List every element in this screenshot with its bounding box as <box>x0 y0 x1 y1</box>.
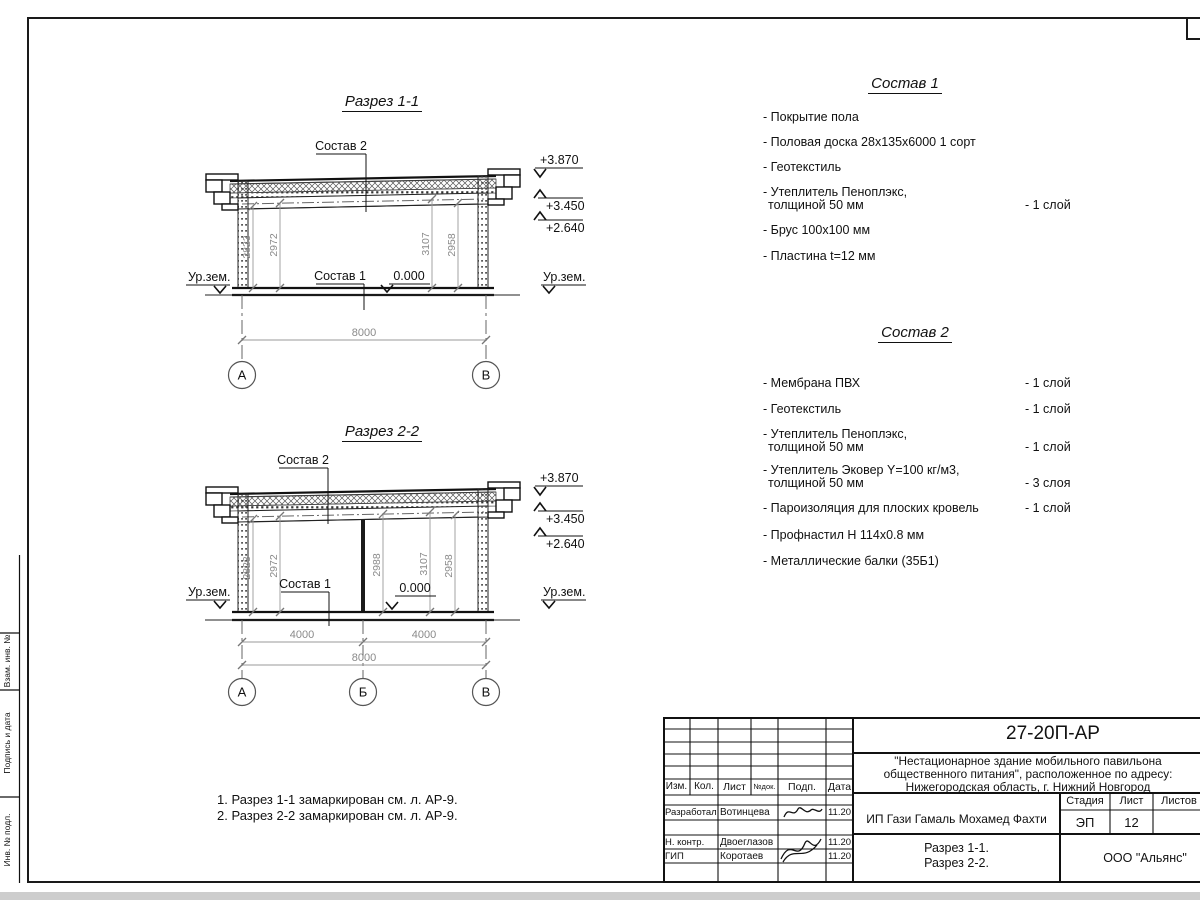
label-sostav1: Состав 1 <box>314 269 366 283</box>
ground-left: Ур.зем. <box>188 585 231 599</box>
sheet-bottom-edge <box>0 892 1200 900</box>
section-1-drawing <box>180 90 610 400</box>
elevation-marks <box>534 153 585 235</box>
elevation-marks <box>534 471 585 551</box>
list-item: - Покрытие пола <box>763 110 859 124</box>
level-zero: 0.000 <box>399 581 431 595</box>
elev-2640: +2.640 <box>546 221 585 235</box>
note-1: 1. Разрез 1-1 замаркирован см. л. АР-9. <box>217 792 458 807</box>
elev-arrow-up-icon <box>534 212 546 220</box>
dim-2972: 2972 <box>268 554 280 578</box>
list-item: - Мембрана ПВХ - 1 слой <box>763 376 1071 390</box>
elev-arrow-down-icon <box>534 169 546 177</box>
sheets-label: Листов <box>1161 795 1197 807</box>
note-2: 2. Разрез 2-2 замаркирован см. л. АР-9. <box>217 808 458 823</box>
zero-arrow-icon <box>386 602 398 609</box>
list-item: - Металлические балки (35Б1) <box>763 554 939 568</box>
layer-count: - 1 слой <box>1025 440 1071 454</box>
document-number: 27-20П-АР <box>1006 723 1100 744</box>
list-item: - Брус 100х100 мм <box>763 223 871 237</box>
stage-value: ЭП <box>1075 815 1095 830</box>
name-gip: Коротаев <box>720 851 764 862</box>
dim-2988: 2988 <box>371 553 383 577</box>
composition-leaders <box>277 453 436 626</box>
axis-b: В <box>481 367 491 383</box>
layer-count: - 1 слой <box>1025 402 1071 416</box>
elev-arrow-up-icon <box>534 528 546 536</box>
composition-leaders <box>314 139 430 310</box>
role-gip: ГИП <box>665 851 684 862</box>
ground-arrow-icon <box>214 286 226 293</box>
stage-label: Стадия <box>1066 795 1104 807</box>
date-gip: 11.20 <box>827 851 852 862</box>
margin-label-podpis: Подпись и дата <box>2 712 12 774</box>
list-item: - Половая доска 28х135х6000 1 сорт <box>763 135 976 149</box>
top-right-corner-cell <box>1186 19 1200 40</box>
signature-korotaev <box>777 833 825 865</box>
margin-label-vzam: Взам. инв. № <box>2 634 12 688</box>
axes-and-width-dims <box>229 620 500 706</box>
dim-3107: 3107 <box>420 232 432 256</box>
layer-count: - 1 слой <box>1025 501 1071 515</box>
sostav1-title: Состав 1 <box>800 75 1010 94</box>
ground-left: Ур.зем. <box>188 270 231 284</box>
date-developer: 11.20 <box>827 807 852 818</box>
role-ncontrol: Н. контр. <box>665 837 705 848</box>
name-developer: Вотинцева <box>720 807 770 818</box>
col-data: Дата <box>827 781 852 793</box>
signature-votintseva <box>781 804 825 820</box>
list-item: - Пластина t=12 мм <box>763 249 876 263</box>
list-item: - Пароизоляция для плоских кровель - 1 слой <box>763 501 1071 515</box>
ground-arrow-icon <box>543 601 555 608</box>
elev-arrow-up-icon <box>534 190 546 198</box>
left-margin-cells <box>0 555 27 883</box>
list-item: - Геотекстиль <box>763 160 842 174</box>
section1-title: Разрез 1-1 <box>282 93 482 112</box>
list-item: - Утеплитель Пеноплэкс, толщиной 50 мм - 1 слой <box>763 185 1071 212</box>
sheet-title: Разрез 1-1. Разрез 2-2. <box>924 841 989 870</box>
axis-b: Б <box>358 684 368 700</box>
col-podp: Подп. <box>788 781 816 793</box>
vertical-dimensions <box>241 508 459 616</box>
dim-8000: 8000 <box>351 652 377 664</box>
project-name: "Нестационарное здание мобильного павильона общественного питания", расположенное по адресу: Нижегородская область, г. Нижний Новгород <box>883 754 1173 795</box>
notes <box>217 792 458 824</box>
label-sostav1: Состав 1 <box>279 577 331 591</box>
ground-arrow-icon <box>214 601 226 608</box>
col-list: Лист <box>723 781 746 793</box>
ground-right: Ур.зем. <box>543 270 586 284</box>
ground-right: Ур.зем. <box>543 585 586 599</box>
date-ncontrol: 11.20 <box>827 837 852 848</box>
name-ncontrol: Двоеглазов <box>720 837 774 848</box>
list-item: - Геотекстиль - 1 слой <box>763 402 1071 416</box>
section2-title: Разрез 2-2 <box>282 423 482 442</box>
margin-label-inv: Инв. № подл. <box>2 813 12 867</box>
sostav2-title: Состав 2 <box>810 324 1020 343</box>
dim-2958: 2958 <box>446 233 458 257</box>
sheet-number: 12 <box>1124 815 1139 830</box>
roof-assembly <box>230 489 496 522</box>
axis-a: А <box>237 684 247 700</box>
elev-arrow-up-icon <box>534 503 546 511</box>
dim-4000-left: 4000 <box>289 629 315 641</box>
sheet-label: Лист <box>1119 795 1144 807</box>
dim-2958: 2958 <box>443 554 455 578</box>
elev-3450: +3.450 <box>546 199 585 213</box>
layer-count: - 3 слоя <box>1025 476 1071 490</box>
ground-arrow-icon <box>543 286 555 293</box>
dim-2972: 2972 <box>268 233 280 257</box>
dim-2823: 2823 <box>241 235 253 259</box>
axis-a: А <box>237 367 247 383</box>
titleblock <box>663 717 1200 883</box>
list-item: - Утеплитель Пеноплэкс, толщиной 50 мм - 1 слой <box>763 427 1071 454</box>
axis-v: В <box>481 684 491 700</box>
list-item: - Утеплитель Эковер Y=100 кг/м3, толщиной 50 мм - 3 слоя <box>763 463 1071 490</box>
label-sostav2: Состав 2 <box>315 139 367 153</box>
elev-2640: +2.640 <box>546 537 585 551</box>
partition-wall <box>361 520 365 612</box>
elev-3870: +3.870 <box>540 153 579 167</box>
col-ndoc: №док. <box>753 782 776 791</box>
label-sostav2: Состав 2 <box>277 453 329 467</box>
elev-3870: +3.870 <box>540 471 579 485</box>
level-zero: 0.000 <box>393 269 425 283</box>
col-izm: Изм. <box>665 781 688 792</box>
role-developer: Разработал <box>665 807 717 818</box>
dim-3107: 3107 <box>418 552 430 576</box>
client-name: ИП Гази Гамаль Мохамед Фахти <box>866 812 1047 826</box>
dim-8000: 8000 <box>351 327 377 339</box>
col-kol: Кол. <box>694 781 714 792</box>
layer-count: - 1 слой <box>1025 198 1071 212</box>
company-name: ООО "Альянс" <box>1103 851 1187 865</box>
dim-4000-right: 4000 <box>411 629 437 641</box>
dim-2823: 2823 <box>241 556 253 580</box>
elev-arrow-down-icon <box>534 487 546 495</box>
list-item: - Профнастил Н 114х0.8 мм <box>763 528 925 542</box>
section-2-drawing <box>180 420 610 710</box>
elev-3450: +3.450 <box>546 512 585 526</box>
layer-count: - 1 слой <box>1025 376 1071 390</box>
